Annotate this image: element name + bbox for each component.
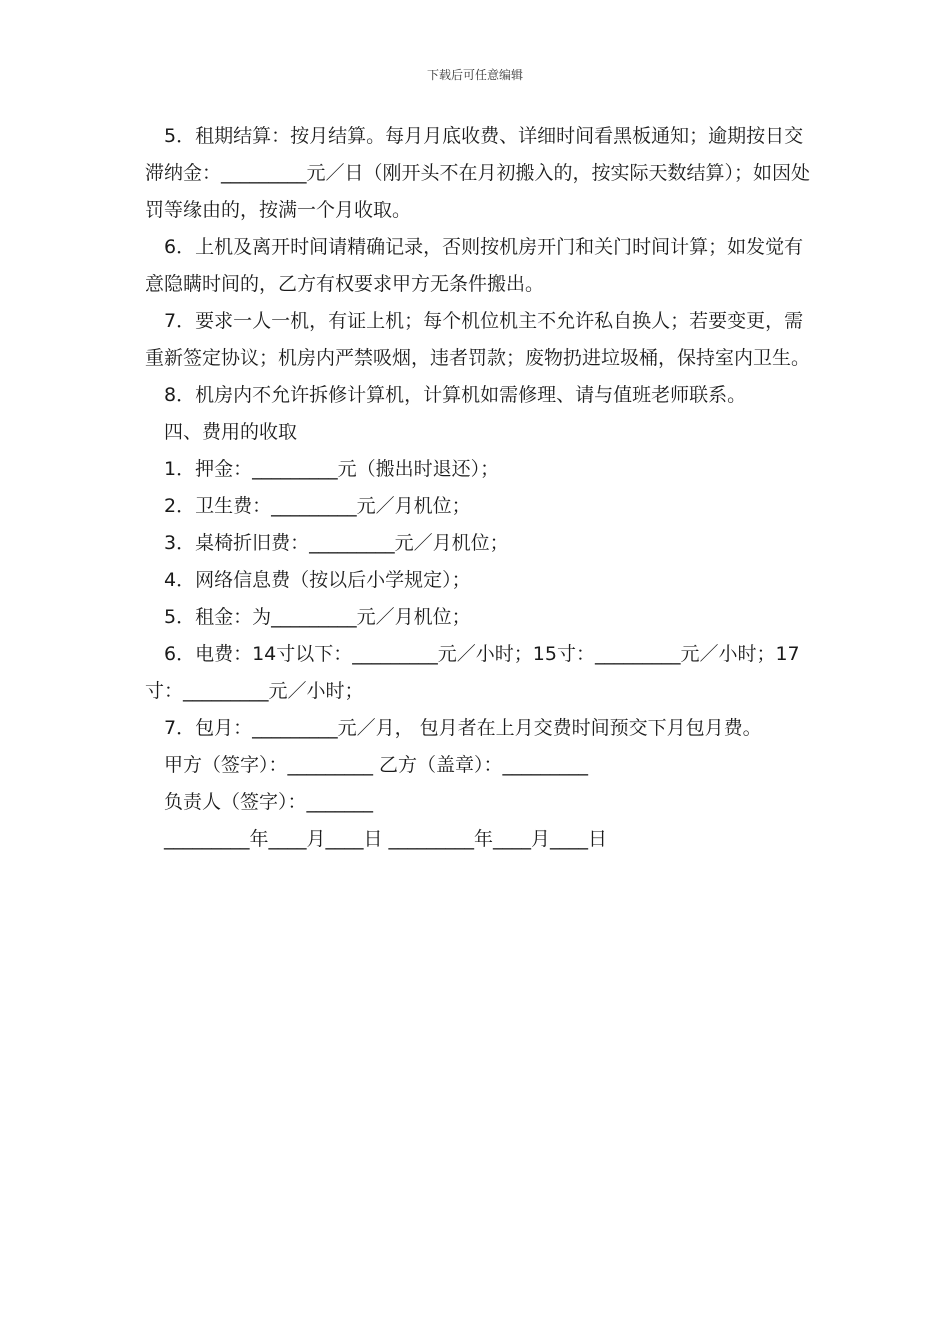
fee-network: 4．网络信息费（按以后小学规定）； [164,569,471,591]
fee-deposit: 1．押金：_________元（搬出时退还）； [164,458,500,480]
clause-one-person-one-machine: 7．要求一人一机，有证上机；每个机位机主不允许私自换人；若要变更，需重新签定协议；机房内严禁吸烟，违者罚款；废物扔进垃圾桶，保持室内卫生。 [145,310,811,369]
section-heading-fees: 四、费用的收取 [164,421,298,443]
signature-parties: 甲方（签字）：_________ 乙方（盖章）：_________ [164,754,589,776]
fee-electricity: 6．电费：14寸以下：_________元／小时；15寸：_________元／小时；17寸：_________元／小时； [145,643,800,702]
fee-monthly-package: 7．包月：_________元／月， 包月者在上月交费时间预交下月包月费。 [164,717,762,739]
fee-rent: 5．租金：为_________元／月机位； [164,606,471,628]
fee-furniture-depreciation: 3．桌椅折旧费：_________元／月机位； [164,532,509,554]
clause-no-repair: 8．机房内不允许拆修计算机，计算机如需修理、请与值班老师联系。 [164,384,747,406]
clause-rent-settlement: 5．租期结算：按月结算。每月月底收费、详细时间看黑板通知；逾期按日交滞纳金：_________元／日（刚开头不在月初搬入的，按实际天数结算）；如因处罚等缘由的，按满一个月收取。 [145,125,811,221]
page-header: 下载后可任意编辑 [426,68,523,82]
clause-login-time: 6．上机及离开时间请精确记录，否则按机房开门和关门时间计算；如发觉有意隐瞒时间的，乙方有权要求甲方无条件搬出。 [145,236,804,295]
fee-hygiene: 2．卫生费：_________元／月机位； [164,495,471,517]
document-body [145,118,815,858]
signature-responsible-person: 负责人（签字）：_______ [164,791,374,813]
signature-dates: _________年____月____日 _________年____月____日 [164,828,608,850]
